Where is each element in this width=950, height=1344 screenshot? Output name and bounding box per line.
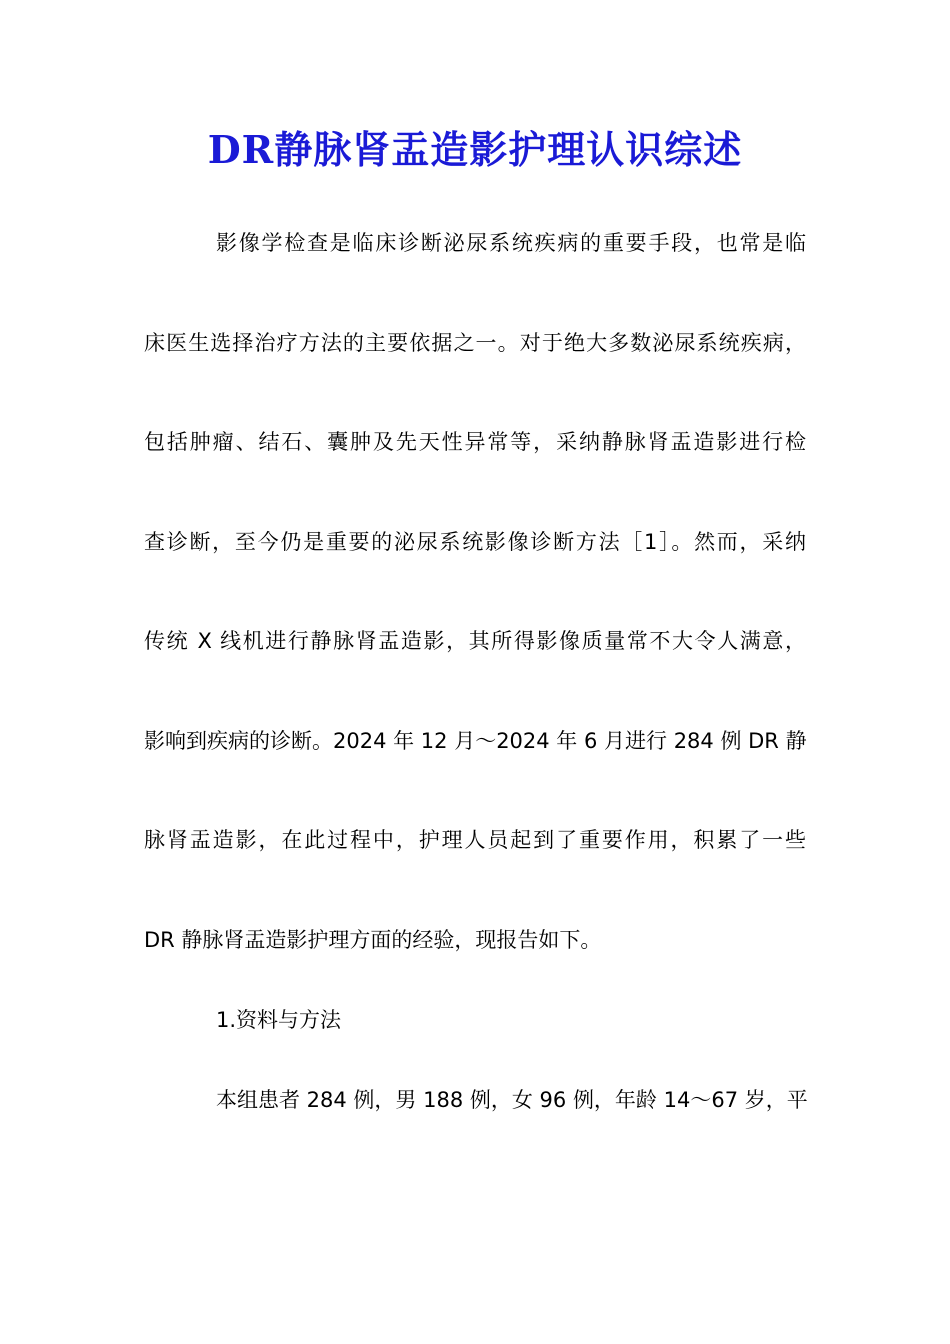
paragraph-line: 脉肾盂造影，在此过程中，护理人员起到了重要作用，积累了一些 [144,828,806,852]
document-title: DR静脉肾盂造影护理认识综述 [207,127,743,172]
section-heading: 1.资料与方法 [216,1008,342,1032]
paragraph-line: 查诊断，至今仍是重要的泌尿系统影像诊断方法［1］。然而，采纳 [144,530,806,554]
paragraph-line: 本组患者 284 例，男 188 例，女 96 例，年龄 14～67 岁，平 [216,1088,808,1112]
paragraph-line: DR 静脉肾盂造影护理方面的经验，现报告如下。 [144,928,602,952]
paragraph-line: 影像学检查是临床诊断泌尿系统疾病的重要手段，也常是临 [216,231,806,255]
paragraph-line: 床医生选择治疗方法的主要依据之一。对于绝大多数泌尿系统疾病， [144,331,806,355]
paragraph-line: 影响到疾病的诊断。2024 年 12 月～2024 年 6 月进行 284 例 DR 静 [144,729,807,753]
paragraph-line: 包括肿瘤、结石、囊肿及先天性异常等，采纳静脉肾盂造影进行检 [144,430,806,454]
paragraph-line: 传统 X 线机进行静脉肾盂造影，其所得影像质量常不大令人满意， [144,629,806,653]
